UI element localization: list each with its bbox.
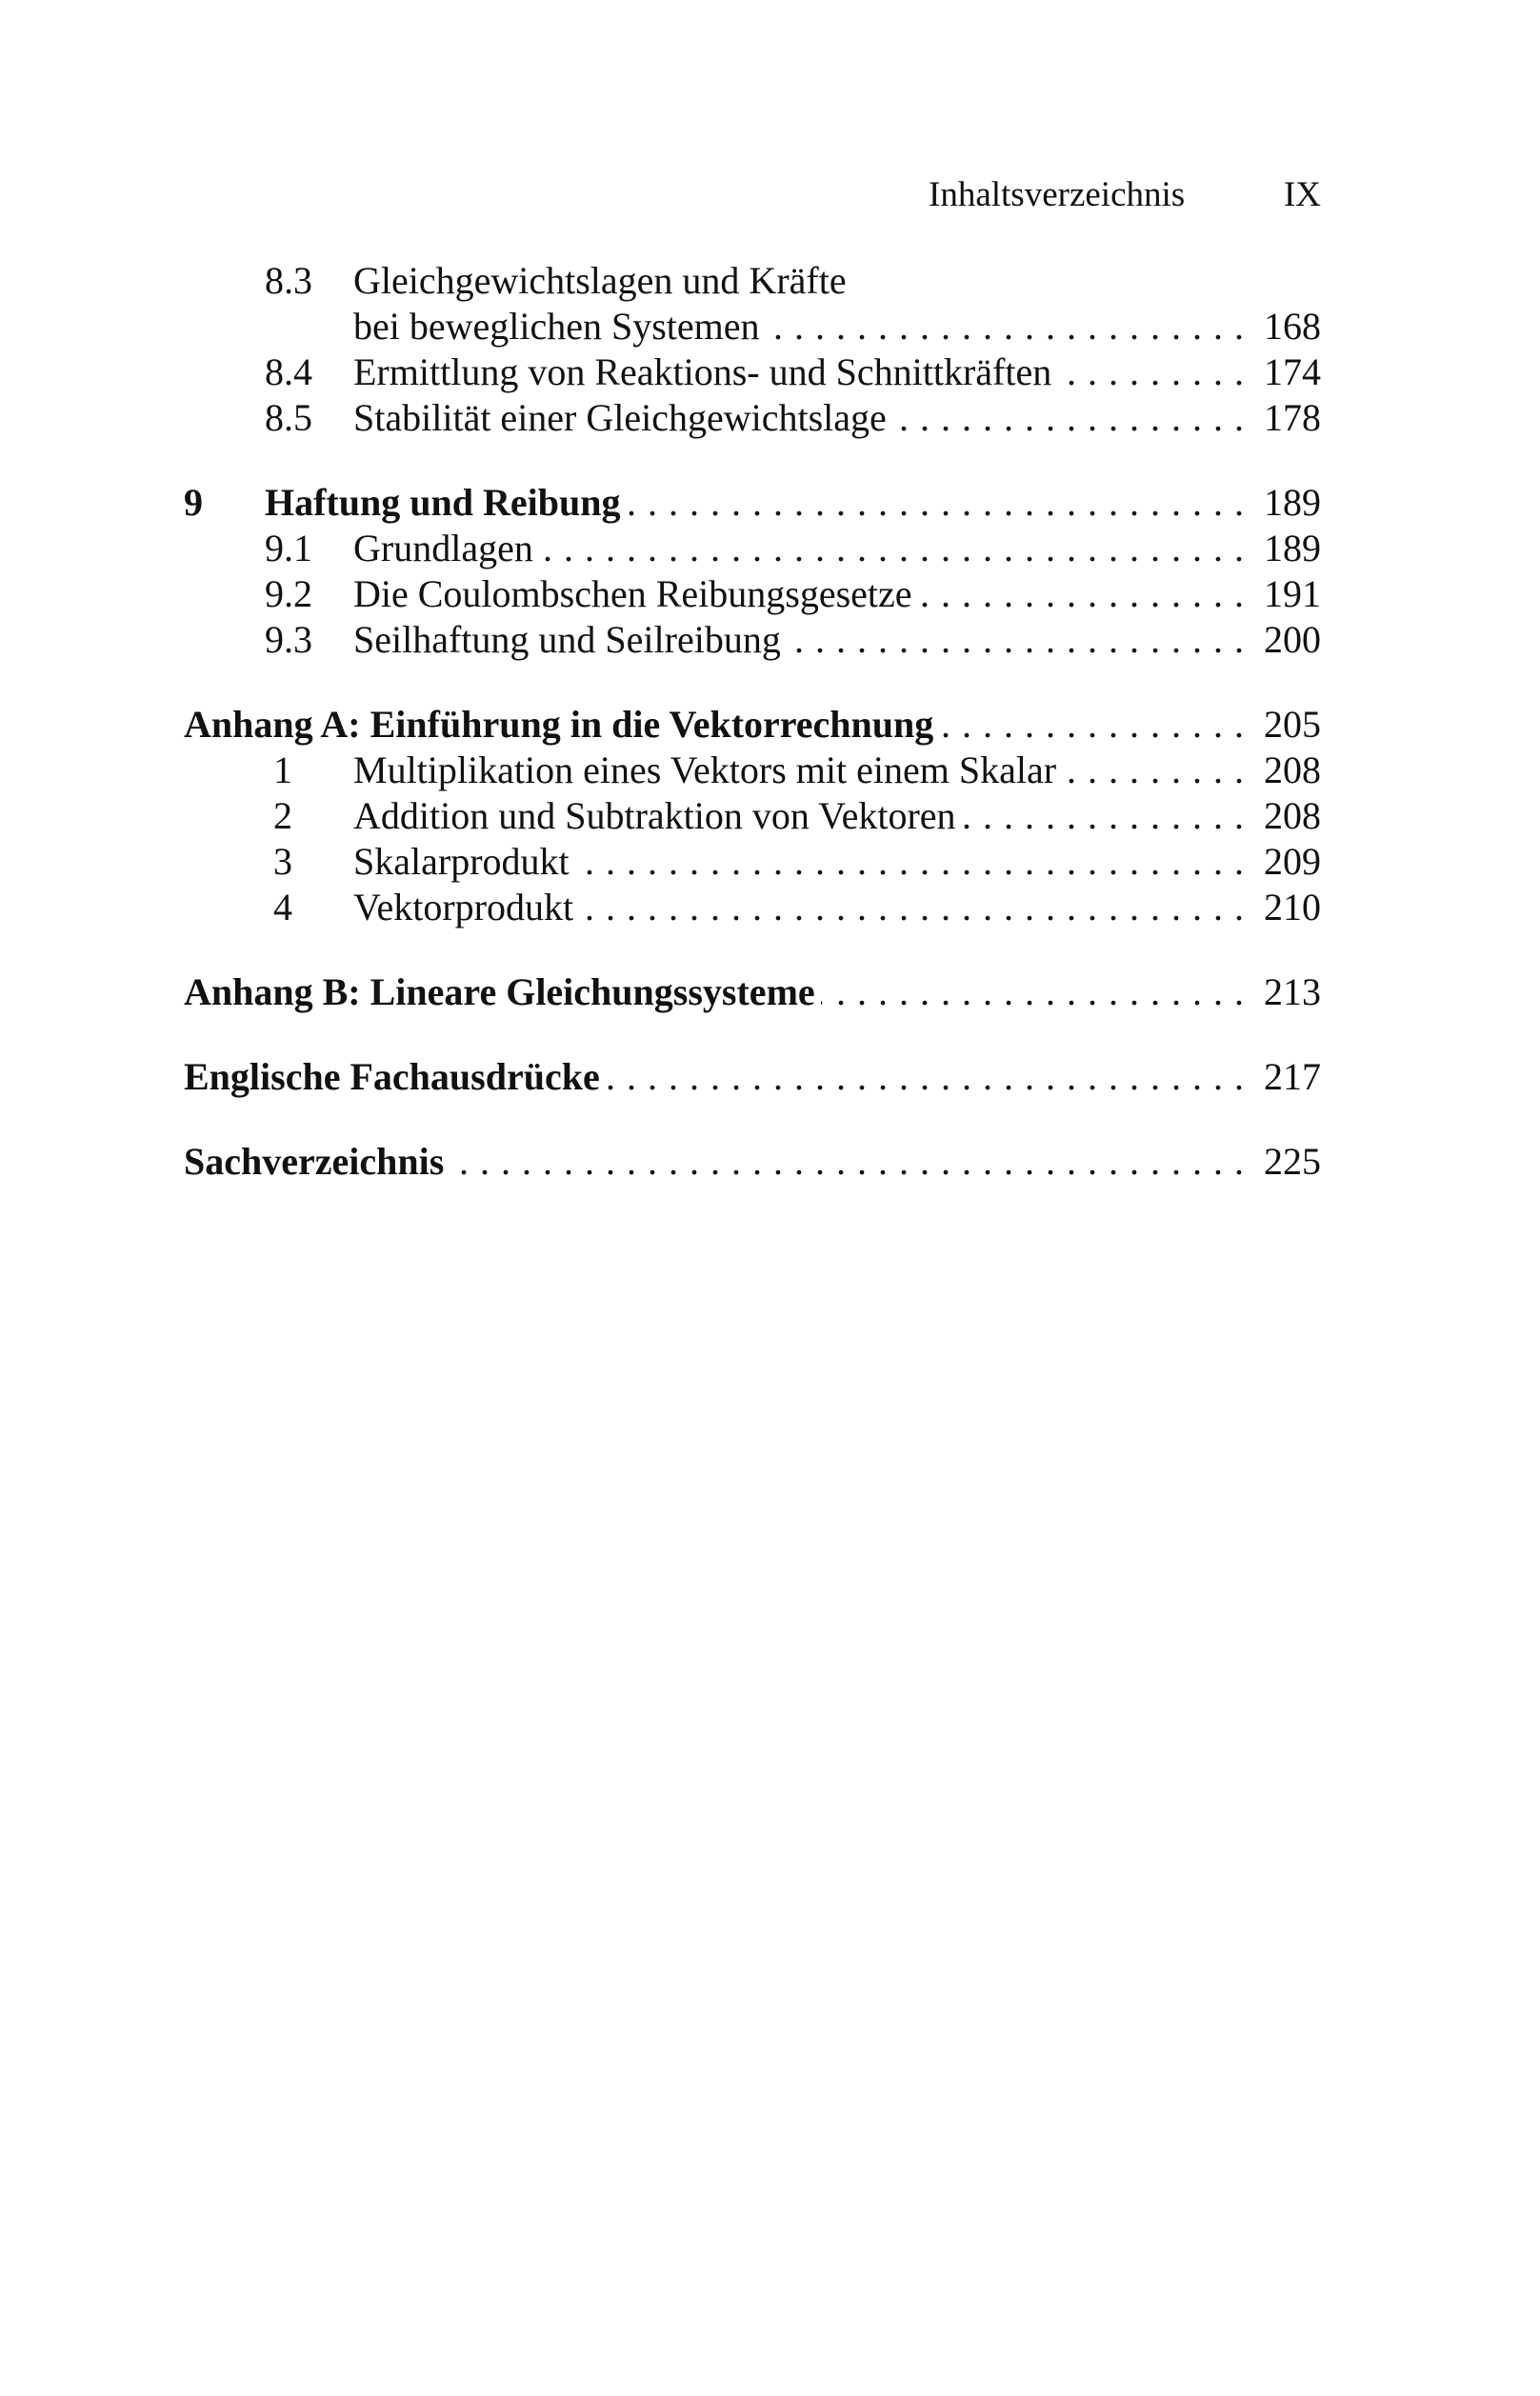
toc-entry-9-2[interactable] (184, 571, 1321, 617)
table-of-contents (184, 258, 1321, 1185)
toc-title: Grundlagen (353, 527, 533, 569)
header-title: Inhaltsverzeichnis (929, 175, 1186, 214)
toc-title: Sachverzeichnis (184, 1140, 445, 1183)
toc-title: Die Coulombschen Reibungsgesetze (353, 572, 912, 615)
dot-leader (787, 617, 1245, 663)
toc-title: Seilhaftung und Seilreibung (353, 618, 781, 661)
toc-entry-8-3-line1 (184, 258, 1321, 304)
toc-entry-8-3[interactable] (184, 304, 1321, 349)
toc-entry-appendix-a[interactable] (184, 702, 1321, 748)
toc-page: 200 (1264, 618, 1321, 661)
toc-number: 4 (273, 886, 292, 928)
toc-number: 3 (273, 840, 292, 883)
toc-title: Multiplikation eines Vektors mit einem Skalar (353, 749, 1057, 791)
toc-page: 189 (1264, 481, 1321, 524)
toc-number: 9 (184, 481, 203, 524)
toc-page: 208 (1264, 794, 1321, 837)
toc-title: Skalarprodukt (353, 840, 570, 883)
toc-page: 213 (1264, 970, 1321, 1013)
dot-leader (539, 526, 1245, 571)
toc-number: 1 (273, 749, 292, 791)
toc-number: 9.2 (265, 572, 312, 615)
dot-leader (575, 839, 1245, 885)
toc-title: Anhang A: Einführung in die Vektorrechnung (184, 703, 934, 746)
toc-number: 2 (273, 794, 292, 837)
dot-leader (1062, 748, 1245, 793)
toc-title: Haftung und Reibung (265, 481, 621, 524)
dot-leader (579, 885, 1245, 930)
toc-entry-9-1[interactable] (184, 526, 1321, 571)
toc-entry-a-2[interactable] (184, 793, 1321, 839)
toc-number: 9.1 (265, 527, 312, 569)
toc-number: 8.5 (265, 396, 312, 439)
toc-title: Ermittlung von Reaktions- und Schnittkräften (353, 350, 1052, 393)
toc-page: 178 (1264, 396, 1321, 439)
toc-page: 205 (1264, 703, 1321, 746)
dot-leader (626, 480, 1245, 526)
dot-leader (606, 1054, 1245, 1100)
dot-leader (821, 969, 1245, 1015)
dot-leader (962, 793, 1245, 839)
dot-leader (1057, 349, 1245, 395)
toc-title: Englische Fachausdrücke (184, 1055, 600, 1098)
toc-page: 210 (1264, 886, 1321, 928)
toc-entry-index[interactable] (184, 1139, 1321, 1185)
dot-leader (766, 304, 1245, 349)
toc-page: 209 (1264, 840, 1321, 883)
toc-title: Stabilität einer Gleichgewichtslage (353, 396, 887, 439)
toc-page: 217 (1264, 1055, 1321, 1098)
toc-entry-9-3[interactable] (184, 617, 1321, 663)
toc-page: 174 (1264, 350, 1321, 393)
toc-page: 208 (1264, 749, 1321, 791)
dot-leader (892, 395, 1245, 441)
toc-entry-chapter-9[interactable] (184, 480, 1321, 526)
toc-title: Vektorprodukt (353, 886, 574, 928)
toc-page: 189 (1264, 527, 1321, 569)
toc-page: 191 (1264, 572, 1321, 615)
toc-title: Anhang B: Lineare Gleichungssysteme (184, 970, 815, 1013)
header-page-number: IX (1283, 175, 1321, 214)
toc-entry-appendix-b[interactable] (184, 969, 1321, 1015)
toc-entry-glossary[interactable] (184, 1054, 1321, 1100)
toc-entry-8-4[interactable] (184, 349, 1321, 395)
toc-page: 225 (1264, 1140, 1321, 1183)
toc-title: Gleichgewichtslagen und Kräfte (353, 259, 847, 302)
dot-leader (450, 1139, 1245, 1185)
toc-entry-8-5[interactable] (184, 395, 1321, 441)
toc-entry-a-3[interactable] (184, 839, 1321, 885)
toc-page: 168 (1264, 305, 1321, 348)
dot-leader (939, 702, 1245, 748)
toc-title: Addition und Subtraktion von Vektoren (353, 794, 956, 837)
toc-entry-a-4[interactable] (184, 885, 1321, 930)
toc-number: 8.4 (265, 350, 312, 393)
dot-leader (918, 571, 1245, 617)
toc-entry-a-1[interactable] (184, 748, 1321, 793)
toc-title: bei beweglichen Systemen (353, 305, 760, 348)
toc-number: 9.3 (265, 618, 312, 661)
toc-number: 8.3 (265, 259, 312, 302)
